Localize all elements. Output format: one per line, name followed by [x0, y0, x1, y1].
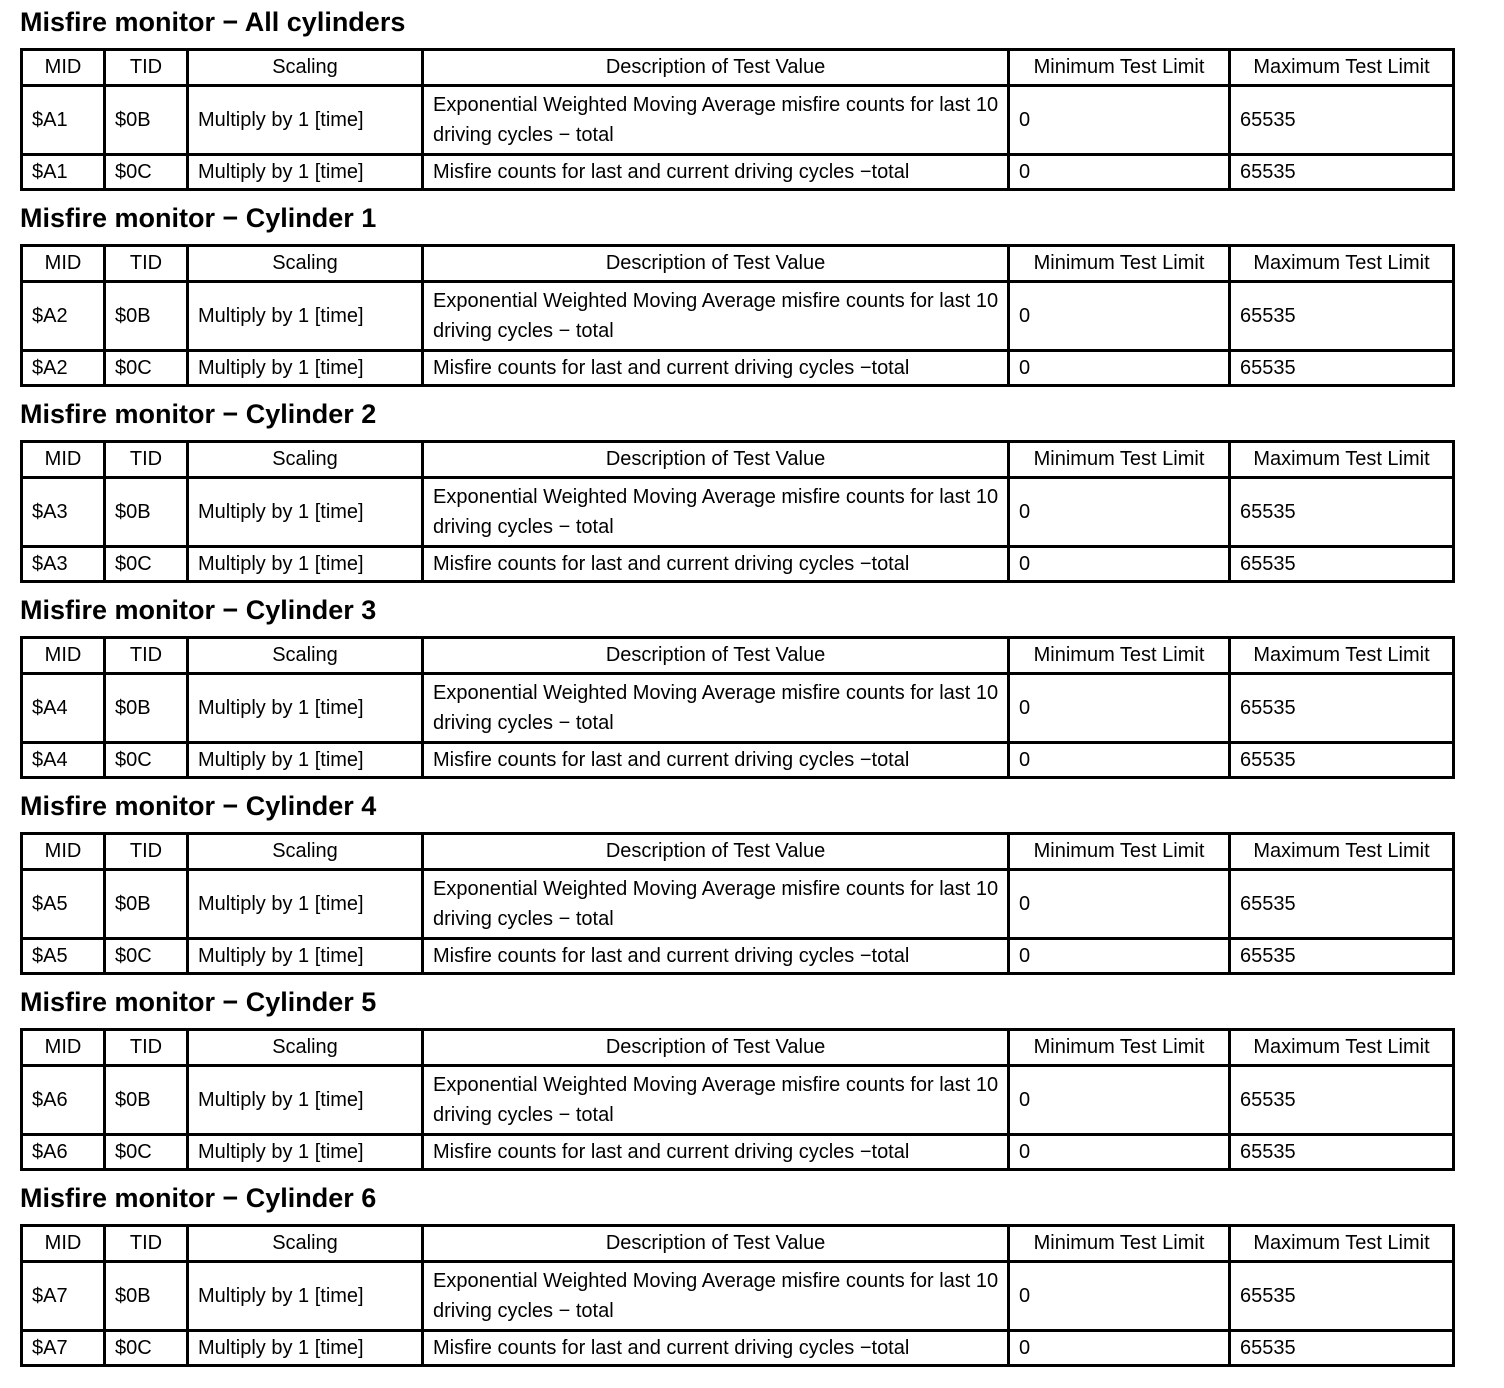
- scaling-cell: Multiply by 1 [time]: [188, 674, 423, 743]
- column-header-mid: MID: [22, 834, 105, 870]
- monitor-table: [20, 1224, 1455, 1367]
- column-header-description: Description of Test Value: [423, 638, 1009, 674]
- min-limit-cell: 0: [1009, 547, 1230, 582]
- column-header-max-limit: Maximum Test Limit: [1230, 50, 1454, 86]
- tid-cell: $0C: [105, 155, 188, 190]
- mid-cell: $A4: [22, 743, 105, 778]
- column-header-max-limit: Maximum Test Limit: [1230, 834, 1454, 870]
- description-cell: Misfire counts for last and current driving cycles −total: [423, 743, 1009, 778]
- mid-cell: $A2: [22, 351, 105, 386]
- scaling-cell: Multiply by 1 [time]: [188, 870, 423, 939]
- table-row: [22, 1066, 1454, 1135]
- tid-cell: $0C: [105, 1135, 188, 1170]
- table-header-row: [22, 638, 1454, 674]
- section-title: Misfire monitor − All cylinders: [20, 7, 406, 37]
- column-header-description: Description of Test Value: [423, 1030, 1009, 1066]
- max-limit-cell: 65535: [1230, 1331, 1454, 1366]
- scaling-cell: Multiply by 1 [time]: [188, 547, 423, 582]
- max-limit-cell: 65535: [1230, 870, 1454, 939]
- mid-cell: $A5: [22, 939, 105, 974]
- description-cell: Exponential Weighted Moving Average misfire counts for last 10 driving cycles − total: [423, 1262, 1009, 1331]
- column-header-scaling: Scaling: [188, 1226, 423, 1262]
- scaling-cell: Multiply by 1 [time]: [188, 743, 423, 778]
- column-header-scaling: Scaling: [188, 50, 423, 86]
- monitor-table: [20, 636, 1455, 779]
- column-header-max-limit: Maximum Test Limit: [1230, 246, 1454, 282]
- min-limit-cell: 0: [1009, 870, 1230, 939]
- column-header-mid: MID: [22, 246, 105, 282]
- column-header-description: Description of Test Value: [423, 442, 1009, 478]
- table-row: [22, 478, 1454, 547]
- scaling-cell: Multiply by 1 [time]: [188, 282, 423, 351]
- tid-cell: $0B: [105, 86, 188, 155]
- column-header-min-limit: Minimum Test Limit: [1009, 1030, 1230, 1066]
- tid-cell: $0B: [105, 870, 188, 939]
- column-header-mid: MID: [22, 1030, 105, 1066]
- mid-cell: $A5: [22, 870, 105, 939]
- column-header-mid: MID: [22, 442, 105, 478]
- tid-cell: $0C: [105, 547, 188, 582]
- mid-cell: $A3: [22, 478, 105, 547]
- scaling-cell: Multiply by 1 [time]: [188, 1066, 423, 1135]
- scaling-cell: Multiply by 1 [time]: [188, 155, 423, 190]
- table-row: [22, 1331, 1454, 1366]
- mid-cell: $A1: [22, 86, 105, 155]
- table-row: [22, 674, 1454, 743]
- table-row: [22, 547, 1454, 582]
- max-limit-cell: 65535: [1230, 351, 1454, 386]
- description-cell: Exponential Weighted Moving Average misfire counts for last 10 driving cycles − total: [423, 674, 1009, 743]
- table-header-row: [22, 1030, 1454, 1066]
- table-row: [22, 155, 1454, 190]
- mid-cell: $A2: [22, 282, 105, 351]
- max-limit-cell: 65535: [1230, 478, 1454, 547]
- column-header-min-limit: Minimum Test Limit: [1009, 442, 1230, 478]
- table-header-row: [22, 50, 1454, 86]
- description-cell: Exponential Weighted Moving Average misfire counts for last 10 driving cycles − total: [423, 478, 1009, 547]
- section-title: Misfire monitor − Cylinder 5: [20, 987, 377, 1017]
- tid-cell: $0C: [105, 351, 188, 386]
- monitor-section: [20, 784, 1452, 980]
- column-header-tid: TID: [105, 638, 188, 674]
- column-header-scaling: Scaling: [188, 1030, 423, 1066]
- min-limit-cell: 0: [1009, 351, 1230, 386]
- max-limit-cell: 65535: [1230, 939, 1454, 974]
- monitor-section: [20, 980, 1452, 1176]
- tid-cell: $0C: [105, 939, 188, 974]
- section-title: Misfire monitor − Cylinder 2: [20, 399, 377, 429]
- description-cell: Exponential Weighted Moving Average misfire counts for last 10 driving cycles − total: [423, 1066, 1009, 1135]
- min-limit-cell: 0: [1009, 674, 1230, 743]
- column-header-tid: TID: [105, 246, 188, 282]
- mid-cell: $A4: [22, 674, 105, 743]
- column-header-min-limit: Minimum Test Limit: [1009, 246, 1230, 282]
- mid-cell: $A6: [22, 1066, 105, 1135]
- mid-cell: $A1: [22, 155, 105, 190]
- min-limit-cell: 0: [1009, 1135, 1230, 1170]
- column-header-description: Description of Test Value: [423, 50, 1009, 86]
- monitor-table: [20, 832, 1455, 975]
- min-limit-cell: 0: [1009, 1262, 1230, 1331]
- table-header-row: [22, 1226, 1454, 1262]
- description-cell: Misfire counts for last and current driving cycles −total: [423, 1331, 1009, 1366]
- table-row: [22, 282, 1454, 351]
- description-cell: Misfire counts for last and current driving cycles −total: [423, 939, 1009, 974]
- max-limit-cell: 65535: [1230, 1066, 1454, 1135]
- table-row: [22, 351, 1454, 386]
- tid-cell: $0C: [105, 743, 188, 778]
- description-cell: Exponential Weighted Moving Average misfire counts for last 10 driving cycles − total: [423, 282, 1009, 351]
- column-header-description: Description of Test Value: [423, 834, 1009, 870]
- tid-cell: $0B: [105, 478, 188, 547]
- description-cell: Misfire counts for last and current driving cycles −total: [423, 547, 1009, 582]
- table-header-row: [22, 442, 1454, 478]
- column-header-scaling: Scaling: [188, 638, 423, 674]
- max-limit-cell: 65535: [1230, 743, 1454, 778]
- column-header-min-limit: Minimum Test Limit: [1009, 1226, 1230, 1262]
- scaling-cell: Multiply by 1 [time]: [188, 1262, 423, 1331]
- mid-cell: $A3: [22, 547, 105, 582]
- min-limit-cell: 0: [1009, 282, 1230, 351]
- section-title: Misfire monitor − Cylinder 3: [20, 595, 377, 625]
- column-header-mid: MID: [22, 638, 105, 674]
- scaling-cell: Multiply by 1 [time]: [188, 939, 423, 974]
- column-header-min-limit: Minimum Test Limit: [1009, 50, 1230, 86]
- column-header-min-limit: Minimum Test Limit: [1009, 638, 1230, 674]
- table-row: [22, 743, 1454, 778]
- monitor-section: [20, 196, 1452, 392]
- column-header-description: Description of Test Value: [423, 1226, 1009, 1262]
- min-limit-cell: 0: [1009, 1066, 1230, 1135]
- table-row: [22, 870, 1454, 939]
- section-title: Misfire monitor − Cylinder 1: [20, 203, 377, 233]
- min-limit-cell: 0: [1009, 1331, 1230, 1366]
- monitor-section: [20, 0, 1452, 196]
- tid-cell: $0C: [105, 1331, 188, 1366]
- table-row: [22, 1135, 1454, 1170]
- monitor-section: [20, 1176, 1452, 1372]
- monitor-table: [20, 48, 1455, 191]
- monitor-section: [20, 392, 1452, 588]
- column-header-max-limit: Maximum Test Limit: [1230, 1226, 1454, 1262]
- monitor-table: [20, 1028, 1455, 1171]
- scaling-cell: Multiply by 1 [time]: [188, 351, 423, 386]
- description-cell: Exponential Weighted Moving Average misfire counts for last 10 driving cycles − total: [423, 86, 1009, 155]
- min-limit-cell: 0: [1009, 155, 1230, 190]
- tid-cell: $0B: [105, 1066, 188, 1135]
- scaling-cell: Multiply by 1 [time]: [188, 478, 423, 547]
- section-title: Misfire monitor − Cylinder 6: [20, 1183, 377, 1213]
- monitor-section: [20, 588, 1452, 784]
- column-header-mid: MID: [22, 50, 105, 86]
- column-header-scaling: Scaling: [188, 442, 423, 478]
- column-header-tid: TID: [105, 1226, 188, 1262]
- min-limit-cell: 0: [1009, 939, 1230, 974]
- column-header-tid: TID: [105, 1030, 188, 1066]
- column-header-tid: TID: [105, 442, 188, 478]
- column-header-scaling: Scaling: [188, 834, 423, 870]
- tid-cell: $0B: [105, 674, 188, 743]
- max-limit-cell: 65535: [1230, 1262, 1454, 1331]
- column-header-max-limit: Maximum Test Limit: [1230, 638, 1454, 674]
- max-limit-cell: 65535: [1230, 282, 1454, 351]
- mid-cell: $A6: [22, 1135, 105, 1170]
- tid-cell: $0B: [105, 282, 188, 351]
- min-limit-cell: 0: [1009, 86, 1230, 155]
- column-header-min-limit: Minimum Test Limit: [1009, 834, 1230, 870]
- column-header-scaling: Scaling: [188, 246, 423, 282]
- tid-cell: $0B: [105, 1262, 188, 1331]
- column-header-description: Description of Test Value: [423, 246, 1009, 282]
- monitor-table: [20, 244, 1455, 387]
- table-row: [22, 1262, 1454, 1331]
- mid-cell: $A7: [22, 1262, 105, 1331]
- table-header-row: [22, 246, 1454, 282]
- description-cell: Misfire counts for last and current driving cycles −total: [423, 351, 1009, 386]
- description-cell: Misfire counts for last and current driving cycles −total: [423, 155, 1009, 190]
- table-row: [22, 86, 1454, 155]
- section-title: Misfire monitor − Cylinder 4: [20, 791, 377, 821]
- max-limit-cell: 65535: [1230, 674, 1454, 743]
- min-limit-cell: 0: [1009, 478, 1230, 547]
- column-header-max-limit: Maximum Test Limit: [1230, 442, 1454, 478]
- max-limit-cell: 65535: [1230, 86, 1454, 155]
- table-header-row: [22, 834, 1454, 870]
- column-header-tid: TID: [105, 50, 188, 86]
- min-limit-cell: 0: [1009, 743, 1230, 778]
- table-row: [22, 939, 1454, 974]
- mid-cell: $A7: [22, 1331, 105, 1366]
- monitor-table: [20, 440, 1455, 583]
- scaling-cell: Multiply by 1 [time]: [188, 86, 423, 155]
- max-limit-cell: 65535: [1230, 155, 1454, 190]
- max-limit-cell: 65535: [1230, 547, 1454, 582]
- description-cell: Exponential Weighted Moving Average misfire counts for last 10 driving cycles − total: [423, 870, 1009, 939]
- max-limit-cell: 65535: [1230, 1135, 1454, 1170]
- column-header-tid: TID: [105, 834, 188, 870]
- column-header-mid: MID: [22, 1226, 105, 1262]
- description-cell: Misfire counts for last and current driving cycles −total: [423, 1135, 1009, 1170]
- column-header-max-limit: Maximum Test Limit: [1230, 1030, 1454, 1066]
- scaling-cell: Multiply by 1 [time]: [188, 1331, 423, 1366]
- scaling-cell: Multiply by 1 [time]: [188, 1135, 423, 1170]
- document: [20, 0, 1452, 1372]
